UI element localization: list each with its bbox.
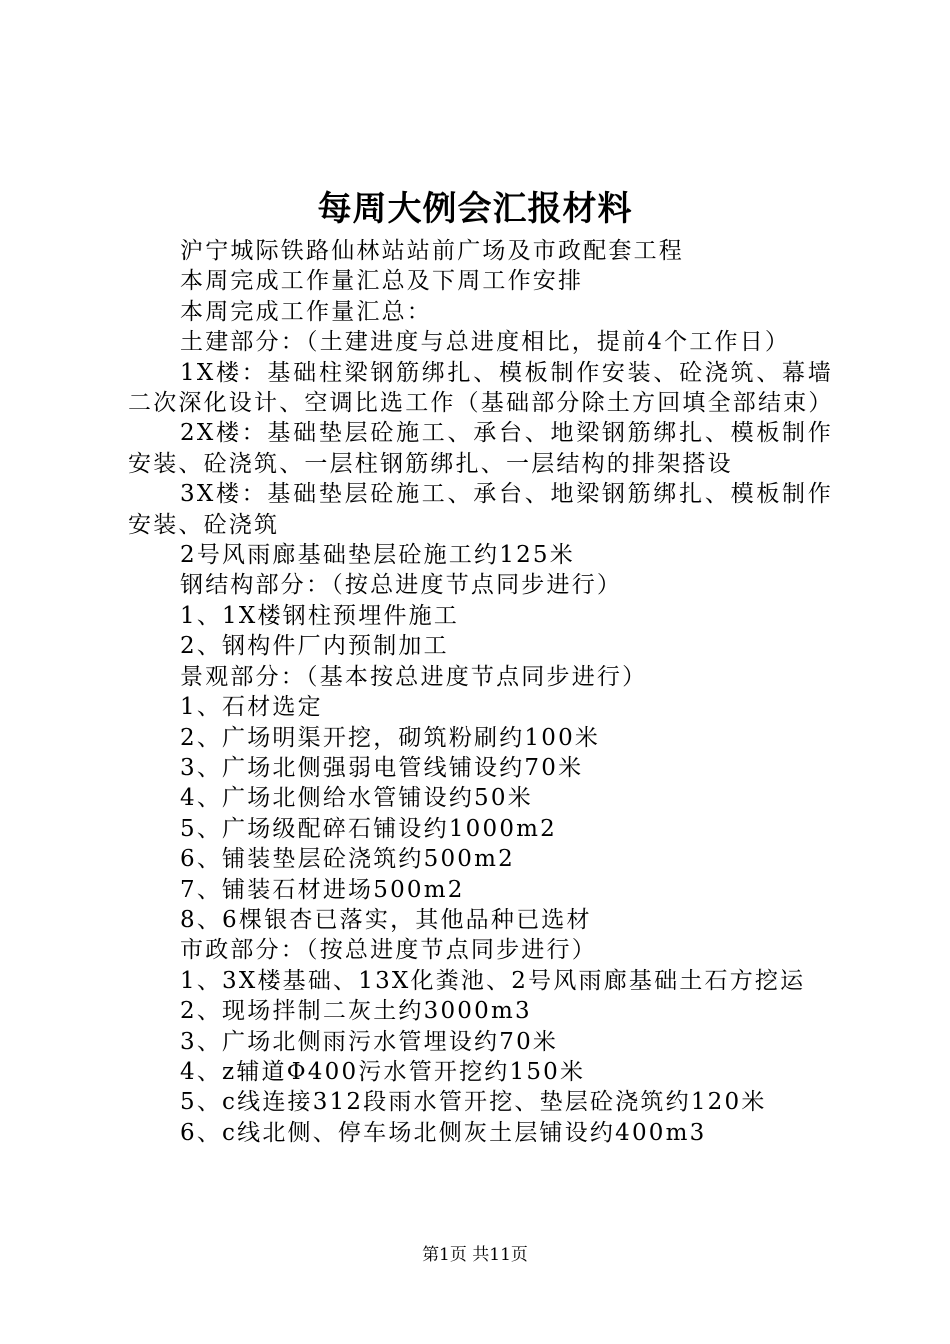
steel-item-2: 2、钢构件厂内预制加工: [180, 633, 449, 660]
municipal-item-1: 1、3X楼基础、13X化粪池、2号风雨廊基础土石方挖运: [180, 967, 806, 994]
municipal-item-2: 2、现场拌制二灰土约3000m3: [180, 998, 532, 1025]
corridor-paragraph: 2号风雨廊基础垫层砼施工约125米: [180, 542, 575, 569]
page-footer: 第1页 共11页: [422, 1245, 528, 1265]
landscape-section-heading: 景观部分：（基本按总进度节点同步进行）: [180, 663, 648, 690]
civil-section-heading: 土建部分：（土建进度与总进度相比，提前4个工作日）: [180, 329, 791, 356]
landscape-item-8: 8、6棵银杏已落实，其他品种已选材: [180, 906, 592, 933]
building-3x-paragraph: 3X楼：基础垫层砼施工、承台、地梁钢筋绑扎、模板制作安装、砼浇筑: [128, 481, 833, 538]
building-2x-paragraph: 2X楼：基础垫层砼施工、承台、地梁钢筋绑扎、模板制作安装、砼浇筑、一层柱钢筋绑扎、一层结构的排架搭设: [128, 420, 833, 477]
steel-item-1: 1、1X楼钢柱预埋件施工: [180, 602, 460, 629]
landscape-item-6: 6、铺装垫层砼浇筑约500m2: [180, 846, 515, 873]
steel-section-heading: 钢结构部分：（按总进度节点同步进行）: [180, 572, 623, 599]
municipal-section-heading: 市政部分：（按总进度节点同步进行）: [180, 937, 597, 964]
project-name-line: 沪宁城际铁路仙林站站前广场及市政配套工程: [180, 238, 684, 264]
municipal-item-5: 5、c线连接312段雨水管开挖、垫层砼浇筑约120米: [180, 1089, 767, 1116]
landscape-item-2: 2、广场明渠开挖，砌筑粉刷约100米: [180, 724, 601, 751]
landscape-item-5: 5、广场级配碎石铺设约1000m2: [180, 815, 558, 842]
weekly-summary-label: 本周完成工作量汇总：: [180, 298, 432, 325]
document-title: 每周大例会汇报材料: [317, 189, 633, 229]
municipal-item-6: 6、c线北侧、停车场北侧灰土层铺设约400m3: [180, 1119, 707, 1146]
landscape-item-3: 3、广场北侧强弱电管线铺设约70米: [180, 754, 584, 781]
municipal-item-4: 4、z辅道Φ400污水管开挖约150米: [180, 1058, 586, 1085]
summary-heading: 本周完成工作量汇总及下周工作安排: [180, 268, 584, 295]
landscape-item-7: 7、铺装石材进场500m2: [180, 876, 465, 903]
municipal-item-3: 3、广场北侧雨污水管埋设约70米: [180, 1028, 559, 1055]
building-1x-paragraph: 1X楼：基础柱梁钢筋绑扎、模板制作安装、砼浇筑、幕墙二次深化设计、空调比选工作（基础部分除土方回填全部结束）: [128, 359, 834, 417]
landscape-item-4: 4、广场北侧给水管铺设约50米: [180, 785, 533, 812]
document-body: [128, 236, 833, 1148]
landscape-item-1: 1、石材选定: [180, 694, 323, 721]
